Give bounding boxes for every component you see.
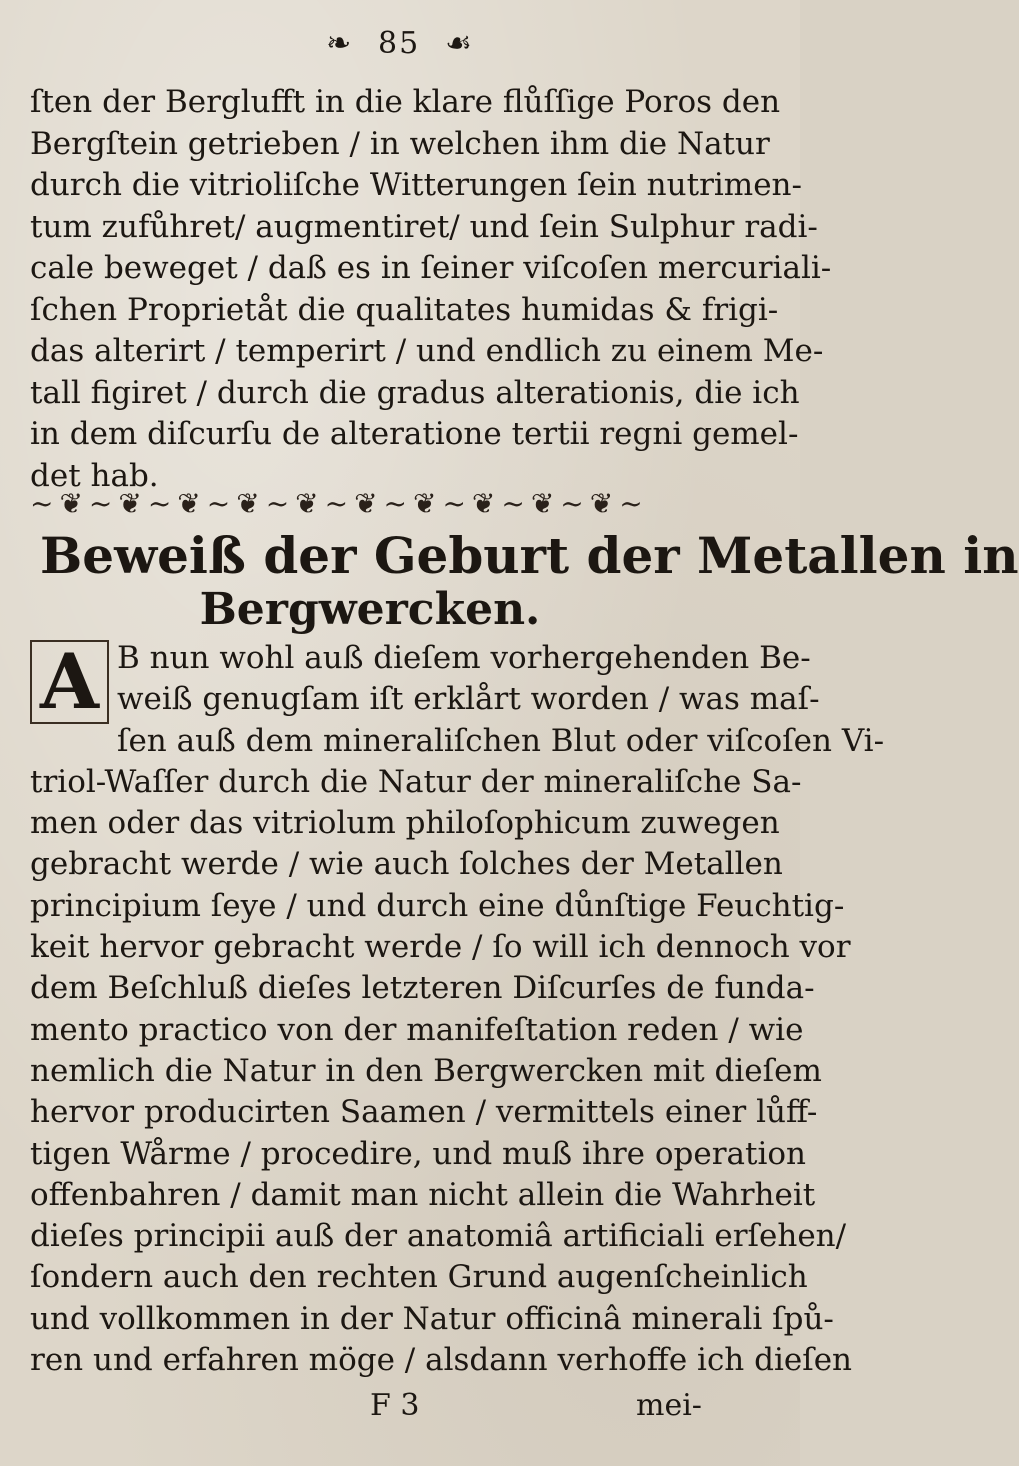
text-line: durch die vitrioliſche Witterungen ſein nutrimen- (30, 167, 802, 203)
text-line: ſchen Proprietåt die qualitates humidas & frigi- (30, 291, 779, 328)
page-number: 85 (378, 26, 421, 61)
text-line: offenbahren / damit man nicht allein die Wahrheit (30, 1176, 816, 1213)
page-header (0, 22, 800, 62)
text-line: und vollkommen in der Natur officinâ minerali ſpů- (30, 1300, 834, 1337)
body-text (30, 82, 832, 497)
page-footer (0, 1388, 800, 1428)
text-line: triol-Waſſer durch die Natur der mineraliſche Sa- (30, 763, 802, 800)
signature-mark: F 3 (370, 1388, 420, 1423)
header-ornament-left-icon: ❧ (326, 26, 354, 61)
text-line: dieſes principii auß der anatomiâ artificiali erſehen/ (30, 1218, 847, 1255)
text-line: nemlich die Natur in den Bergwercken mit dieſem (30, 1052, 822, 1089)
text-line: tigen Wårme / procedire, und muß ihre operation (30, 1135, 807, 1172)
text-line: ſen auß dem mineraliſchen Blut oder viſcoſen Vi- (116, 722, 885, 759)
text-line: ſondern auch den rechten Grund augenſcheinlich (30, 1259, 808, 1296)
text-line: Bergſtein getrieben / in welchen ihm die Natur (30, 125, 770, 162)
text-line: ren und erfahren möge / alsdann verhoffe ich dieſen (30, 1342, 853, 1379)
text-line: ſten der Berglufft in die klare flůſſige Poros den (30, 84, 781, 120)
text-line: det hab. (30, 457, 159, 494)
text-line: in dem diſcurſu de alteratione tertii regni gemel- (30, 416, 799, 452)
text-line: principium ſeye / und durch eine důnſtige Feuchtig- (30, 887, 845, 924)
text-line: keit hervor gebracht werde / ſo will ich dennoch vor (30, 929, 851, 966)
section-subtitle: Bergwercken. (199, 584, 541, 635)
header-ornament-right-icon: ☙ (445, 26, 474, 61)
section-title: Beweiß der Geburt der Metallen in (40, 526, 1019, 585)
text-line: tall figiret / durch die gradus alterationis, die ich (30, 374, 800, 411)
catchword: mei- (636, 1388, 702, 1423)
ornament-divider: ~❦~❦~❦~❦~❦~❦~❦~❦~❦~❦~ (30, 487, 649, 520)
text-line: weiß genugſam iſt erklårt worden / was maſ- (116, 681, 820, 718)
section-body (30, 637, 885, 1381)
text-line: tum zufůhret/ augmentiret/ und ſein Sulphur radi- (30, 208, 818, 245)
text-line: B nun wohl auß dieſem vorhergehenden Be- (116, 640, 811, 676)
text-line: hervor producirten Saamen / vermittels einer lůff- (30, 1094, 818, 1131)
text-line: men oder das vitriolum philoſophicum zuwegen (30, 805, 780, 842)
text-line: gebracht werde / wie auch ſolches der Metallen (30, 846, 783, 883)
text-line: dem Beſchluß dieſes letzteren Diſcurſes de funda- (30, 970, 815, 1007)
text-line: mento practico von der manifeſtation reden / wie (30, 1011, 804, 1048)
drop-initial: A (30, 640, 109, 724)
text-line: cale beweget / daß es in ſeiner viſcoſen mercuriali- (30, 250, 832, 286)
text-line: das alterirt / temperirt / und endlich zu einem Me- (30, 333, 824, 369)
